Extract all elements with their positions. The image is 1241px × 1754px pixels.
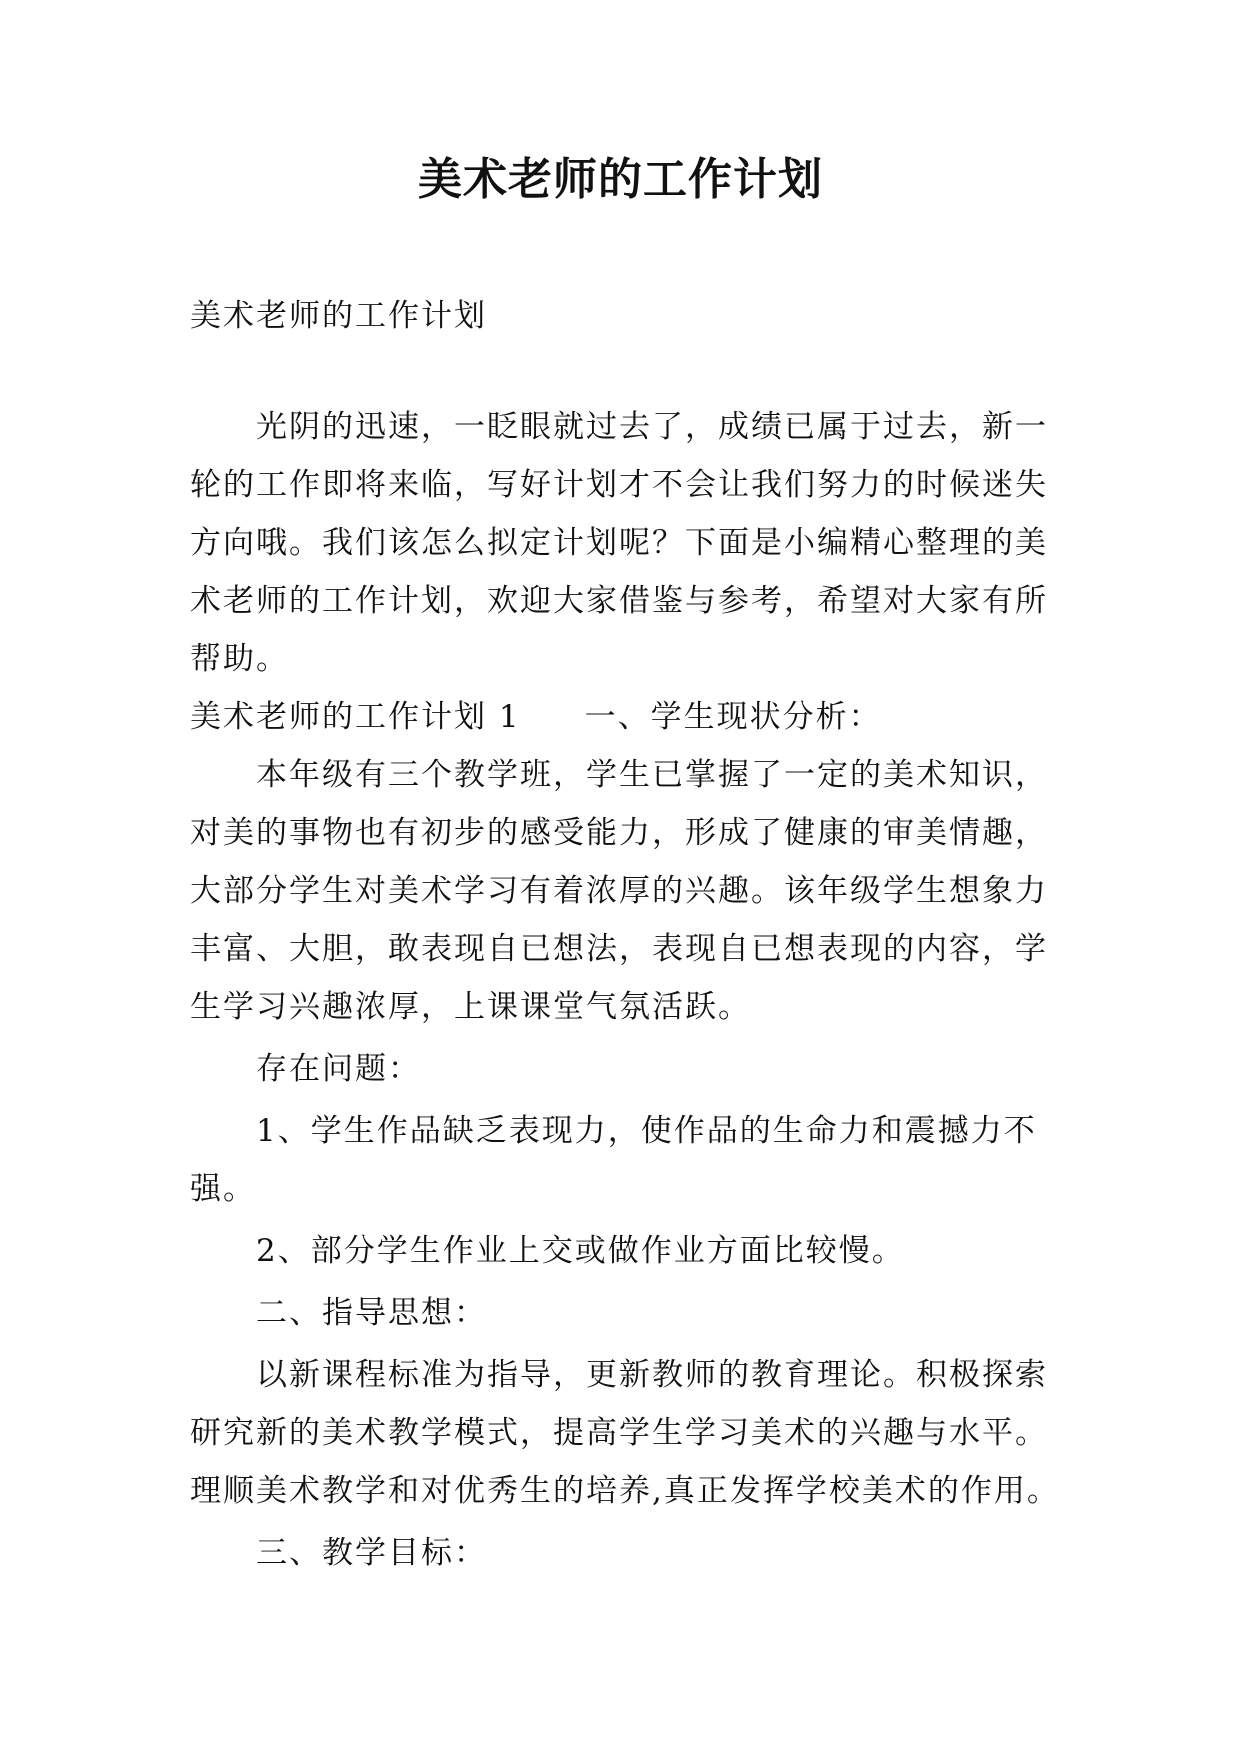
document-body (190, 287, 1070, 1582)
part-2-paragraph: 以新课程标准为指导，更新教师的教育理论。积极探索研究新的美术教学模式，提高学生学习美术的兴趣与水平。理顺美术教学和对优秀生的培养,真正发挥学校美术的作用。 (190, 1357, 1060, 1509)
part-3-heading: 三、教学目标： (256, 1535, 487, 1571)
document-title: 美术老师的工作计划 (418, 154, 823, 205)
part-1-heading: 一、学生现状分析： (584, 699, 882, 735)
problem-2: 2、部分学生作业上交或做作业方面比较慢。 (256, 1233, 905, 1269)
section-1-heading: 美术老师的工作计划 1 (190, 699, 521, 735)
part-1-paragraph: 本年级有三个教学班，学生已掌握了一定的美术知识，对美的事物也有初步的感受能力，形成了健康的审美情趣，大部分学生对美术学习有着浓厚的兴趣。该年级学生想象力丰富、大胆，敢表现自已想法，表现自已想表现的内容，学生学习兴趣浓厚，上课课堂气氛活跃。 (190, 757, 1048, 1025)
part-2-heading: 二、指导思想： (256, 1295, 487, 1331)
problem-1: 1、学生作品缺乏表现力，使作品的生命力和震撼力不强。 (190, 1113, 1037, 1207)
problems-heading: 存在问题： (256, 1051, 421, 1087)
section-1-line (190, 688, 1070, 746)
document-subtitle: 美术老师的工作计划 (190, 298, 487, 334)
intro-paragraph: 光阴的迅速，一眨眼就过去了，成绩已属于过去，新一轮的工作即将来临，写好计划才不会让我们努力的时候迷失方向哦。我们该怎么拟定计划呢？下面是小编精心整理的美术老师的工作计划，欢迎大家借鉴与参考，希望对大家有所帮助。 (190, 409, 1048, 677)
